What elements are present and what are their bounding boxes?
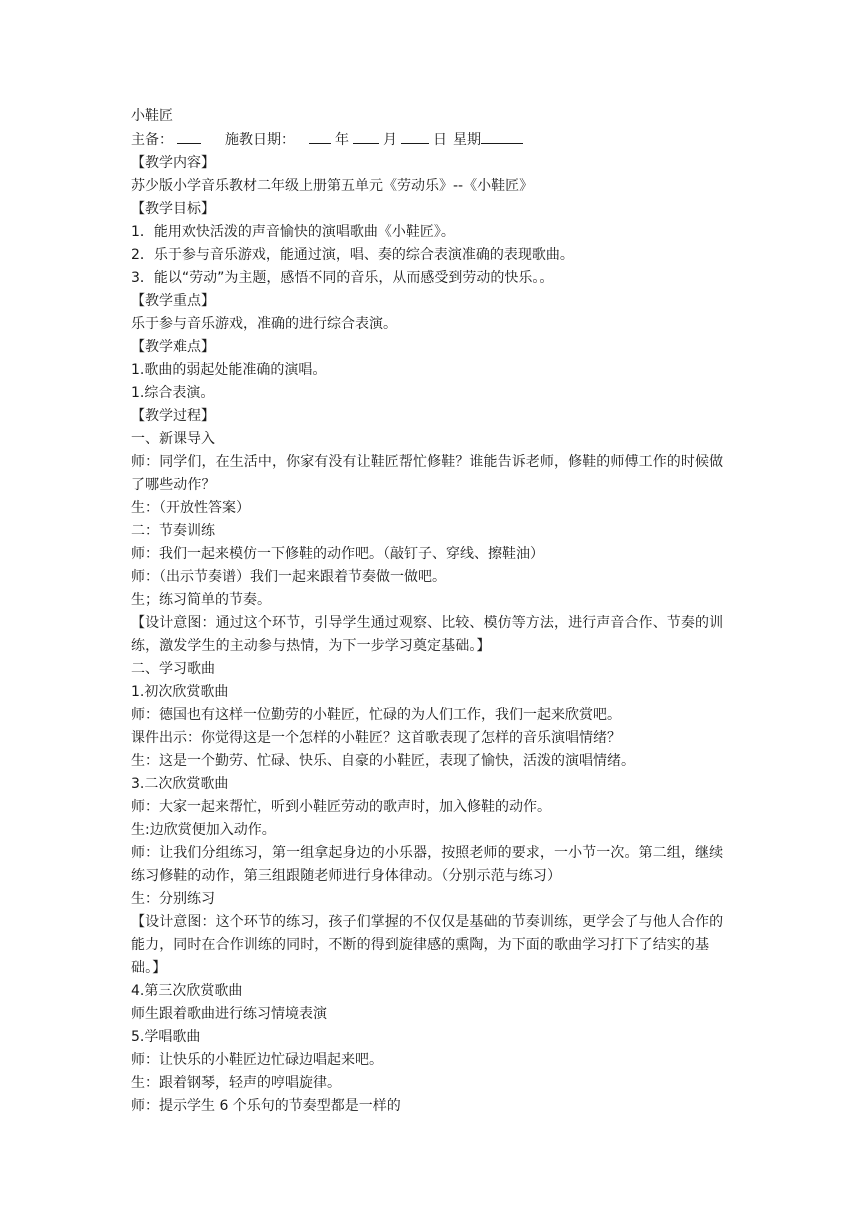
process-step: 生；练习简单的节奏。 [131, 592, 271, 608]
year-blank [309, 128, 331, 144]
process-step: 课件出示：你觉得这是一个怎样的小鞋匠？这首歌表现了怎样的音乐演唱情绪？ [131, 730, 621, 746]
process-paragraph: 师：同学们，在生活中，你家有没有让鞋匠帮忙修鞋？谁能告诉老师，修鞋的师傅工作的时候做了哪些动作？ [131, 454, 724, 493]
weekday-label: 星期 [453, 132, 481, 148]
process-step: 4.第三次欣赏歌曲 [131, 983, 243, 999]
process-step: 师：我们一起来模仿一下修鞋的动作吧。（敲钉子、穿线、擦鞋油） [131, 546, 544, 562]
goals-heading: 【教学目标】 [131, 201, 215, 217]
day-label: 日 [433, 132, 447, 148]
process-step: 一、新课导入 [131, 431, 215, 447]
process-step: 师：大家一起来帮忙，听到小鞋匠劳动的歌声时，加入修鞋的动作。 [131, 799, 551, 815]
process-step: 师：（出示节奏谱）我们一起来跟着节奏做一做吧。 [131, 569, 446, 585]
process-step: 师：德国也有这样一位勤劳的小鞋匠，忙碌的为人们工作，我们一起来欣赏吧。 [131, 707, 621, 723]
prepared-blank [177, 128, 201, 144]
goal-item: 3．能以“劳动”为主题，感悟不同的音乐，从而感受到劳动的快乐。。 [131, 270, 554, 286]
process-step: 生：（开放性答案） [131, 500, 250, 516]
difficulty-item: 1.歌曲的弱起处能准确的演唱。 [131, 362, 327, 378]
process-step: 师生跟着歌曲进行练习情境表演 [131, 1006, 327, 1022]
meta-line [131, 128, 731, 152]
design-intent-paragraph: 【设计意图：通过这个环节，引导学生通过观察、比较、模仿等方法，进行声音合作、节奏的训练，激发学生的主动参与热情，为下一步学习奠定基础。】 [131, 615, 724, 654]
process-step: 生：这是一个勤劳、忙碌、快乐、自豪的小鞋匠，表现了愉快，活泼的演唱情绪。 [131, 753, 635, 769]
process-step: 生：分别练习 [131, 891, 215, 907]
process-step: 师：让快乐的小鞋匠边忙碌边唱起来吧。 [131, 1052, 383, 1068]
process-step: 3.二次欣赏歌曲 [131, 776, 229, 792]
process-step: 生：跟着钢琴，轻声的哼唱旋律。 [131, 1075, 341, 1091]
weekday-blank [481, 128, 523, 144]
process-step: 师：提示学生 6 个乐句的节奏型都是一样的 [131, 1098, 401, 1114]
process-step: 二：节奏训练 [131, 523, 215, 539]
process-step: 5.学唱歌曲 [131, 1029, 201, 1045]
design-intent-paragraph: 【设计意图：这个环节的练习，孩子们掌握的不仅仅是基础的节奏训练，更学会了与他人合作的能力，同时在合作训练的同时，不断的得到旋律感的熏陶，为下面的歌曲学习打下了结实的基础。】 [131, 914, 724, 976]
process-heading: 【教学过程】 [131, 408, 215, 424]
date-label: 施教日期： [225, 132, 295, 148]
process-step: 生:边欣赏便加入动作。 [131, 822, 276, 838]
goal-item: 2．乐于参与音乐游戏，能通过演，唱、奏的综合表演准确的表现歌曲。 [131, 247, 574, 263]
content-heading: 【教学内容】 [131, 155, 215, 171]
goal-item: 1．能用欢快活泼的声音愉快的演唱歌曲《小鞋匠》。 [131, 224, 455, 240]
document-title: 小鞋匠 [131, 108, 173, 124]
month-label: 月 [383, 132, 397, 148]
key-text: 乐于参与音乐游戏，准确的进行综合表演。 [131, 316, 397, 332]
day-blank [401, 128, 429, 144]
year-label: 年 [335, 132, 349, 148]
month-blank [353, 128, 379, 144]
difficulty-item: 1.综合表演。 [131, 385, 215, 401]
difficulty-heading: 【教学难点】 [131, 339, 215, 355]
key-heading: 【教学重点】 [131, 293, 215, 309]
process-paragraph: 师：让我们分组练习，第一组拿起身边的小乐器，按照老师的要求，一小节一次。第二组，继续练习修鞋的动作，第三组跟随老师进行身体律动。（分别示范与练习） [131, 845, 724, 884]
content-text: 苏少版小学音乐教材二年级上册第五单元《劳动乐》--《小鞋匠》 [131, 178, 534, 194]
prepared-label: 主备： [131, 132, 173, 148]
process-step: 1.初次欣赏歌曲 [131, 684, 229, 700]
document-page [131, 105, 731, 1118]
process-step: 二、学习歌曲 [131, 661, 215, 677]
